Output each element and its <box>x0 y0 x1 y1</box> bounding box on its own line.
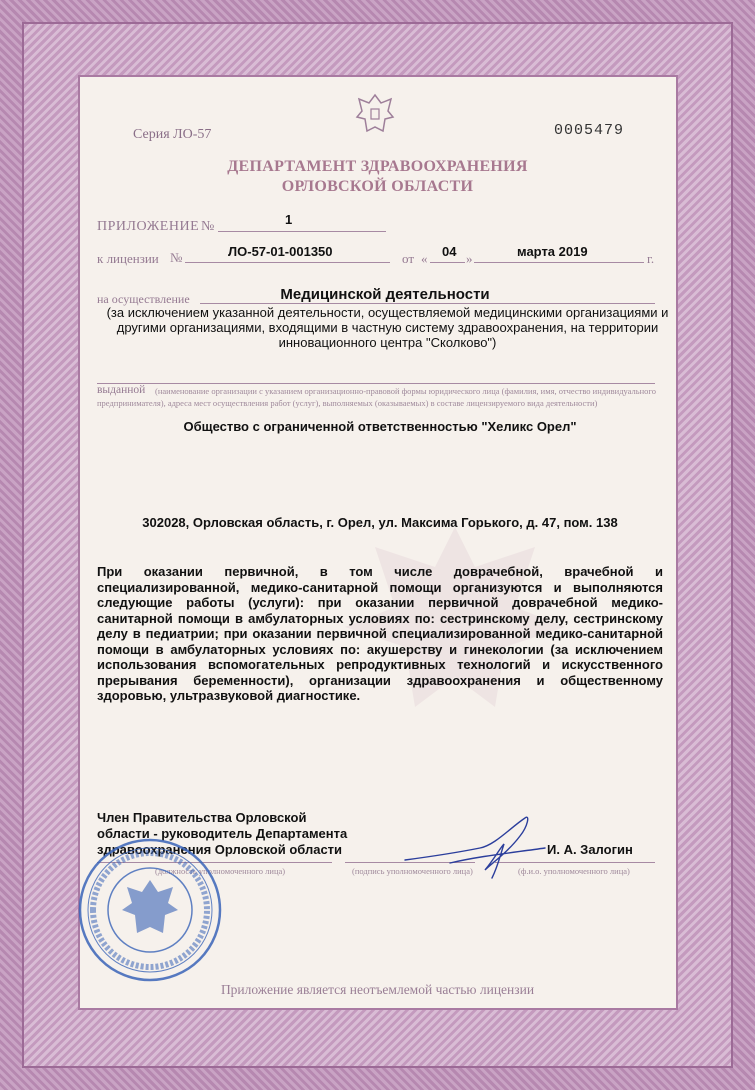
department-title-line1: ДЕПАРТАМЕНТ ЗДРАВООХРАНЕНИЯ <box>227 158 528 175</box>
appendix-no-sign: № <box>201 219 215 234</box>
license-number: ЛО-57-01-001350 <box>228 244 333 259</box>
caption-name: (ф.и.о. уполномоченного лица) <box>518 866 630 876</box>
appendix-label: ПРИЛОЖЕНИЕ <box>97 219 200 234</box>
position-line3: здравоохранения Орловской области <box>97 842 343 857</box>
appendix-number: 1 <box>285 212 293 227</box>
form-number: 0005479 <box>554 122 625 139</box>
organization-address: 302028, Орловская область, г. Орел, ул. Максима Горького, д. 47, пом. 138 <box>142 515 618 530</box>
license-no-sign: № <box>170 250 183 265</box>
position-line2: области - руководитель Департамента <box>97 826 348 841</box>
year-suffix: г. <box>647 251 655 266</box>
caption-signature: (подпись уполномоченного лица) <box>352 866 473 876</box>
license-day: 04 <box>442 244 457 259</box>
activity-value: Медицинской деятельности <box>280 286 490 303</box>
signature-icon <box>400 808 550 888</box>
license-label: к лицензии <box>97 251 159 266</box>
footer-note: Приложение является неотъемлемой частью лицензии <box>220 982 535 997</box>
department-title-line2: ОРЛОВСКОЙ ОБЛАСТИ <box>281 178 474 195</box>
issued-note: (наименование организации с указанием организационно-правовой формы юридического лица (фамилия, имя, отчество индивидуального предпринимателя), адреса мест осуществления работ (услуг), выполняемых (оказываемых) в составе лицензируемого вида деятельности) <box>97 386 656 408</box>
activity-label: на осуществление <box>97 292 190 306</box>
coat-of-arms-icon <box>355 93 395 137</box>
activity-note: (за исключением указанной деятельности, осуществляемой медицинскими организациями и другими организациями, входящими в частную систему здравоохранения, на территории инновационного центра "Сколково") <box>106 305 669 350</box>
organization-name: Общество с ограниченной ответственностью "Хеликс Орел" <box>183 419 577 434</box>
license-month-year: марта 2019 <box>517 244 588 259</box>
signatory-name: И. А. Залогин <box>547 842 633 857</box>
series-label: Серия ЛО-57 <box>133 127 212 142</box>
quote-open: « <box>421 251 428 266</box>
services-text: При оказании первичной, в том числе доврачебной, врачебной и специализированной, медико-санитарной помощи организуются и выполняются следующие работы (услуги): при оказании первичной доврачебной медико-санитарной помощи в амбулаторных условиях по: сестринскому делу, сестринскому делу в педиатрии; при оказании первичной специализированной медико-санитарной помощи в амбулаторных условиях по: акушерству и гинекологии (за исключением использования вспомогательных репродуктивных технологий и искусственного прерывания беременности), организации здравоохранения и общественному здоровью, ультразвуковой диагностике. <box>97 564 663 703</box>
quote-close: » <box>466 251 473 266</box>
issued-label: выданной <box>97 384 146 396</box>
position-line1: Член Правительства Орловской <box>97 810 307 825</box>
license-from-label: от <box>402 251 415 266</box>
official-stamp-icon <box>75 835 225 985</box>
caption-position: (должность уполномоченного лица) <box>155 866 286 876</box>
